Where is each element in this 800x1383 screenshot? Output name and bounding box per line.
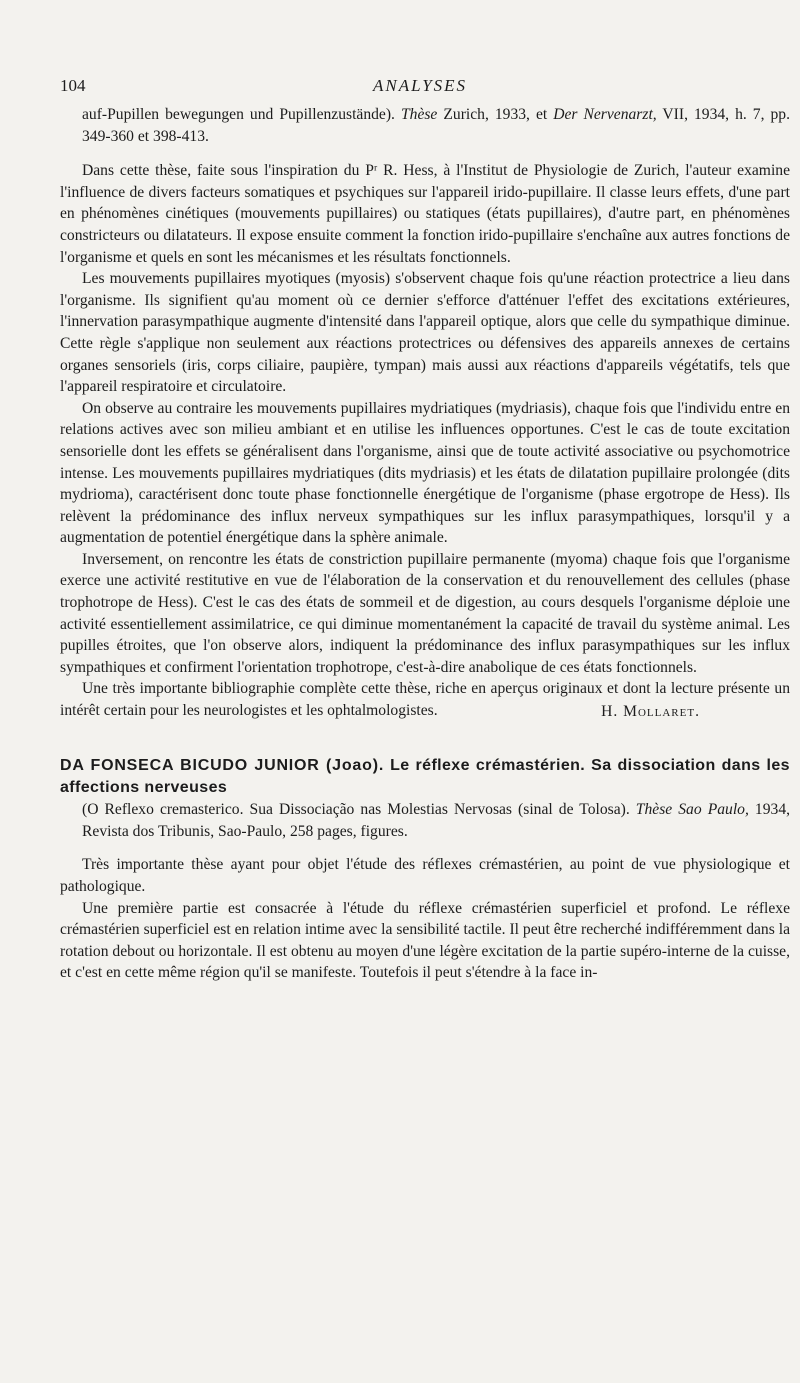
review2-paragraph-1: Très importante thèse ayant pour objet l'étude des réflexes crémastérien, au point de vue physiologique et pathologique.: [60, 856, 790, 895]
review2-ref-end: 1934, Revista dos Tribunis, Sao-Paulo, 258 pages, figures.: [82, 801, 791, 840]
review1-signature: H. Mollaret.: [601, 702, 700, 720]
page-header: [60, 76, 780, 100]
running-head: ANALYSES: [372, 76, 468, 95]
page-body: [60, 104, 790, 984]
review2-heading: [60, 755, 790, 799]
review1-paragraph-1: Dans cette thèse, faite sous l'inspiration du Pʳ R. Hess, à l'Institut de Physiologie de Zurich, l'auteur examine l'influence de divers facteurs somatiques et psychiques sur l'appareil irido-pupillaire. Il classe leurs effets, d'une part en phénomènes cinétiques (mouvements pupillaires) ou statiques (états pupillaires), d'autre part, en phénomènes constricteurs ou dilatateurs. Il expose ensuite comment la fonction irido-pupillaire s'enchaîne aux autres fonctions de l'organisme et quels en sont les mécanismes et les résultats fonctionnels.: [60, 162, 790, 266]
review1-ref-end: VII, 1934, h. 7, pp. 349-360 et 398-413.: [82, 106, 790, 145]
review2-reference: [60, 799, 790, 842]
review1-ref-mid: Zurich, 1933, et: [443, 106, 548, 123]
review1-ref-journal: Der Nervenarzt,: [553, 106, 657, 123]
review1-paragraph-4: Inversement, on rencontre les états de constriction pupillaire permanente (myoma) chaque fois que l'organisme exerce une activité restitutive en vue de l'élaboration de la conservation et du renouvellement des cellules (phase trophotrope de Hess). C'est le cas des états de sommeil et de digestion, au cours desquels l'organisme déploie une activité essentiellement assimilatrice, ce qui diminue momentanément la capacité de travail du système animal. Les pupilles étroites, que l'on observe alors, indiquent la prédominance des influx parasympathiques sur les influx sympathiques et confirment l'orientation trophotrope, c'est-à-dire anabolique de ces états fonctionnels.: [60, 550, 790, 676]
review1-paragraph-2: Les mouvements pupillaires myotiques (myosis) s'observent chaque fois qu'une réaction protectrice a lieu dans l'organisme. Ils signifient qu'au moment où ce dernier s'efforce d'atténuer l'effet des excitations extérieures, l'innervation parasympathique augmente d'intensité dans l'appareil optique, alors que celle du sympathique diminue. Cette règle s'applique non seulement aux réactions protectrices ou défensives des appareils annexes de certains organes sensoriels (iris, corps ciliaire, paupière, tympan) mais aussi aux réactions d'appareils végétatifs, tels que l'appareil respiratoire et circulatoire.: [60, 270, 790, 396]
review1-paragraph-3: On observe au contraire les mouvements pupillaires mydriatiques (mydriasis), chaque fois que l'individu entre en relations actives avec son milieu ambiant et en utilise les influences opportunes. C'est le cas de toute excitation sensorielle dont les effets se généralisent dans l'organisme, ainsi que de toute activité associative ou psychomotrice intense. Les mouvements pupillaires mydriatiques (dits mydriasis) et les états de dilatation pupillaire prolongée (dits mydrioma), caractérisent donc toute phase fonctionnelle énergétique de l'organisme (phase ergotrope de Hess). Ils relèvent la prédominance des influx nerveux sympathiques sur les influx parasympathiques, lorsqu'il y a augmentation de potentiel énergétique dans la sphère animale.: [60, 399, 790, 547]
review1-ref-thesis: Thèse: [400, 106, 438, 123]
review2-author: DA FONSECA BICUDO JUNIOR (Joao).: [60, 757, 385, 775]
review1-reference: [60, 104, 790, 147]
review2-title: Le réflexe crémastérien. Sa dissociation dans les affections nerveuses: [60, 757, 790, 797]
review1-ref-line: auf-Pupillen bewegungen und Pupillenzustände).: [82, 106, 395, 123]
page-number: 104: [60, 76, 86, 95]
review2-paragraph-2: Une première partie est consacrée à l'étude du réflexe crémastérien superficiel et profond. Le réflexe crémastérien superficiel est en relation intime avec la sensibilité tactile. Il peut être recherché indifféremment dans la rotation debout ou horizontale. Il est obtenu au moyen d'une légère excitation de la partie supéro-interne de la cuisse, et c'est en cette même région qu'il se manifeste. Toutefois il peut s'étendre à la face in-: [60, 899, 790, 982]
review2-ref-start: (O Reflexo cremasterico. Sua Dissociação nas Molestias Nervosas (sinal de Tolosa).: [82, 801, 630, 819]
review1-paragraph-5: Une très importante bibliographie complète cette thèse, riche en aperçus originaux et dont la lecture présente un intérêt certain pour les neurologistes et les ophtalmologistes.: [60, 680, 790, 720]
review2-ref-thesis: Thèse Sao Paulo,: [635, 801, 749, 819]
